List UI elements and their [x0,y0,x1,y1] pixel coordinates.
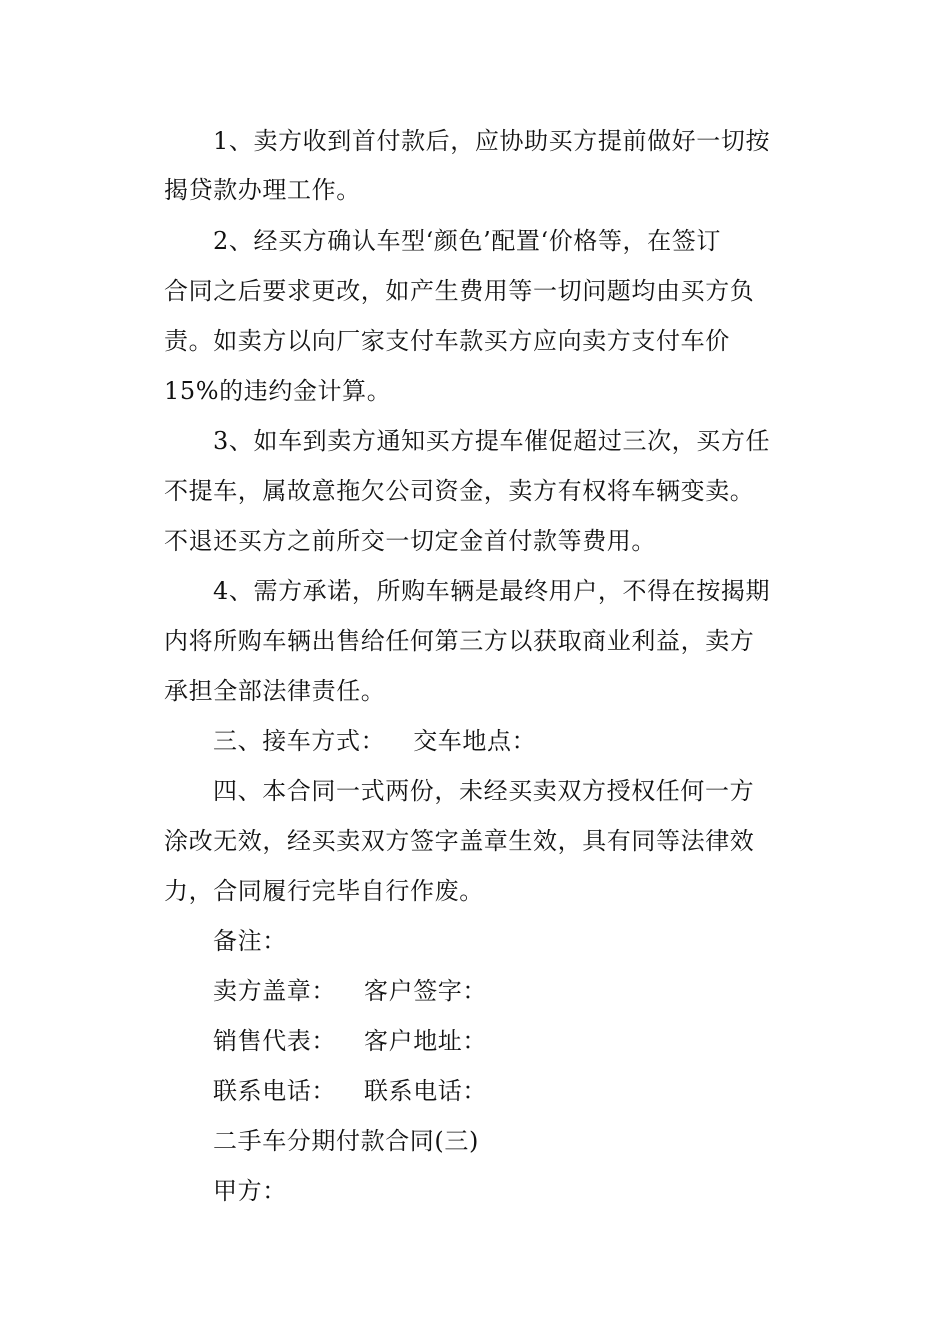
text-line: 合同之后要求更改，如产生费用等一切问题均由买方负 [164,277,755,305]
delivery-method-label: 三、接车方式： [213,727,386,755]
signature-row [213,1077,487,1105]
text-line: 力，合同履行完毕自行作废。 [164,877,484,905]
delivery-line [213,727,536,755]
text-line: 内将所购车辆出售给任何第三方以获取商业利益，卖方 [164,627,755,655]
remarks-label: 备注： [213,927,287,955]
delivery-location-label: 交车地点： [413,727,537,755]
text-line: 15%的违约金计算。 [164,377,392,405]
customer-phone-label: 联系电话： [364,1077,487,1105]
next-contract-title: 二手车分期付款合同(三) [213,1127,479,1155]
customer-address-label: 客户地址： [364,1027,487,1055]
seller-phone-label: 联系电话： [213,1077,336,1105]
text-line: 不退还买方之前所交一切定金首付款等费用。 [164,527,656,555]
text-line: 揭贷款办理工作。 [164,176,361,204]
customer-signature-label: 客户签字： [364,977,487,1005]
text-line: 2、经买方确认车型‘颜色’配置‘价格等，在签订 [213,227,721,255]
text-line: 不提车，属故意拖欠公司资金，卖方有权将车辆变卖。 [164,477,755,505]
text-line: 4、需方承诺，所购车辆是最终用户，不得在按揭期 [213,577,771,605]
signature-row [213,977,487,1005]
text-line: 涂改无效，经买卖双方签字盖章生效，具有同等法律效 [164,827,755,855]
text-line: 承担全部法律责任。 [164,677,386,705]
sales-rep-label: 销售代表： [213,1027,336,1055]
text-line: 四、本合同一式两份，未经买卖双方授权任何一方 [213,777,755,805]
party-a-label: 甲方： [213,1177,287,1205]
signature-row [213,1027,487,1055]
text-line: 3、如车到卖方通知买方提车催促超过三次，买方任 [213,427,771,455]
seller-seal-label: 卖方盖章： [213,977,336,1005]
text-line: 责。如卖方以向厂家支付车款买方应向卖方支付车价 [164,327,730,355]
text-line: 1、卖方收到首付款后，应协助买方提前做好一切按 [213,127,771,155]
